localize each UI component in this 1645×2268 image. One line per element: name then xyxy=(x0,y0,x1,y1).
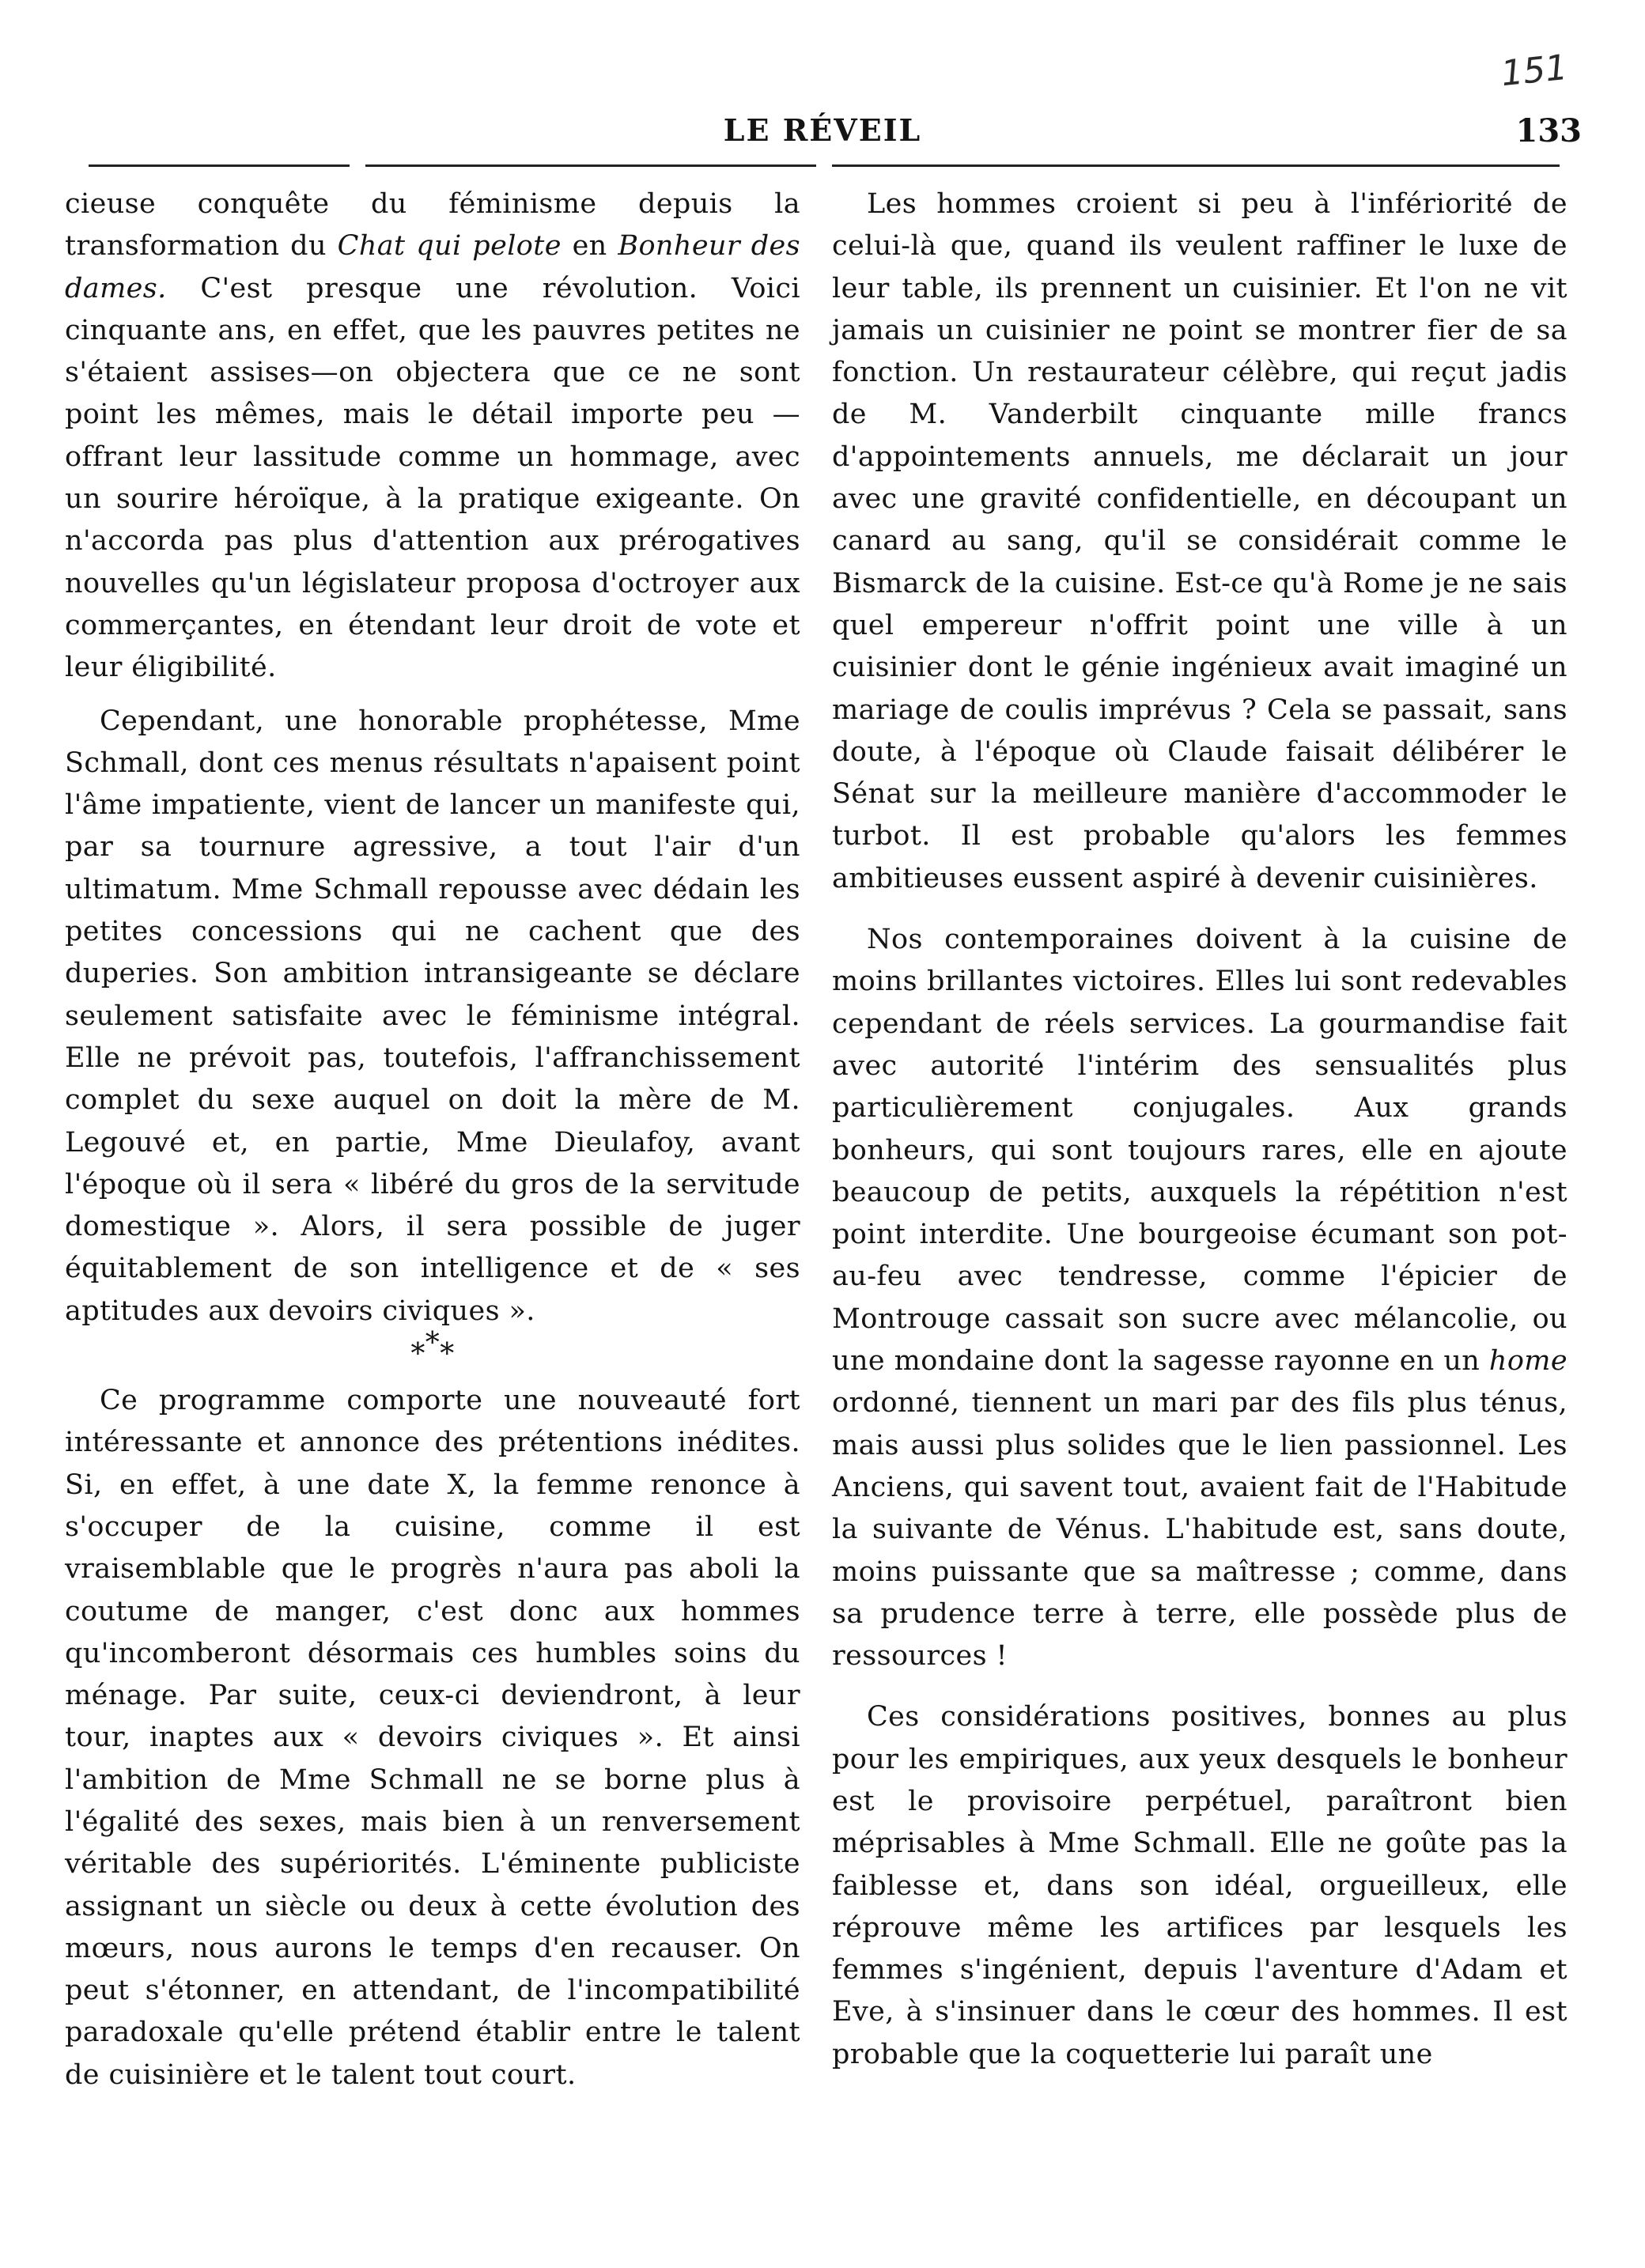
section-asterism: *** xyxy=(410,1327,455,1371)
left-paragraph-3: Ce programme comporte une nouveauté fort intéressante et annonce des prétentions inédites. Si, en effet, à une date X, la femme renonce à s'occuper de la cuisine, comme il est vraisemblable que le progrès n'aura pas aboli la coutume de manger, c'est donc aux hommes qu'incomberont désormais ces humbles soins du ménage. Par suite, ceux-ci deviendront, à leur tour, inaptes aux « devoirs civiques ». Et ainsi l'ambition de Mme Schmall ne se borne plus à l'égalité des sexes, mais bien à un renversement véritable des supériorités. L'éminente publiciste assignant un siècle ou deux à cette évolution des mœurs, nous aurons le temps d'en recauser. On peut s'étonner, en attendant, de l'incompatibilité paradoxale qu'elle prétend établir entre le talent de cuisinière et le talent tout court. xyxy=(65,1385,800,2091)
header-rule-center xyxy=(365,164,816,167)
journal-title: LE RÉVEIL xyxy=(723,112,922,148)
right-paragraph-3: Ces considérations positives, bonnes au plus pour les empiriques, aux yeux desquels le bonheur est le provisoire perpétuel, paraîtront bien méprisables à Mme Schmall. Elle ne goûte pas la faiblesse et, dans son idéal, orgueilleux, elle réprouve même les artifices par lesquels les femmes s'ingénient, depuis l'aventure d'Adam et Eve, à s'insinuer dans le cœur des hommes. Il est probable que la coquetterie lui paraît une xyxy=(832,1701,1567,2070)
running-header xyxy=(63,108,1582,163)
left-column xyxy=(65,183,800,2096)
page-number: 133 xyxy=(1515,112,1582,149)
header-rule-left xyxy=(89,164,350,167)
right-column xyxy=(832,183,1567,2076)
left-paragraph-2: Cependant, une honorable prophétesse, Mme Schmall, dont ces menus résultats n'apaisent point l'âme impatiente, vient de lancer un manifeste qui, par sa tournure agressive, a tout l'air d'un ultimatum. Mme Schmall repousse avec dédain les petites concessions qui ne cachent que des duperies. Son ambition intransigeante se déclare seulement satisfaite avec le féminisme intégral. Elle ne prévoit pas, toutefois, l'affranchissement complet du sexe auquel on doit la mère de M. Legouvé et, en partie, Mme Dieulafoy, avant l'époque où il sera « libéré du gros de la servitude domestique ». Alors, il sera possible de juger équitablement de son intelligence et de « ses aptitudes aux devoirs civiques ». xyxy=(65,705,800,1327)
header-rule-right xyxy=(832,164,1560,167)
handwritten-folio-number: 151 xyxy=(1499,47,1570,95)
left-paragraph-1: cieuse conquête du féminisme depuis la transformation du Chat qui pelote en Bonheur des dames. C'est presque une révolution. Voici cinquante ans, en effet, que les pauvres petites ne s'étaient assises—on objectera que ce ne sont point les mêmes, mais le détail importe peu — offrant leur lassitude comme un hommage, avec un sourire héroïque, à la pratique exigeante. On n'accorda pas plus d'attention aux prérogatives nouvelles qu'un législateur proposa d'octroyer aux commerçantes, en étendant leur droit de vote et leur éligibilité. xyxy=(65,188,801,684)
right-paragraph-1: Les hommes croient si peu à l'infériorité de celui-là que, quand ils veulent raffiner le luxe de leur table, ils prennent un cuisinier. Et l'on ne vit jamais un cuisinier ne point se montrer fier de sa fonction. Un restaurateur célèbre, qui reçut jadis de M. Vanderbilt cinquante mille francs d'appointements annuels, me déclarait un jour avec une gravité confidentielle, en découpant un canard au sang, qu'il se considérait comme le Bismarck de la cuisine. Est-ce qu'à Rome je ne sais quel empereur n'offrit point une ville à un cuisinier dont le génie ingénieux avait imaginé un mariage de coulis imprévus ? Cela se passait, sans doute, à l'époque où Claude faisait délibérer le Sénat sur la meilleure manière d'accommoder le turbot. Il est probable qu'alors les femmes ambitieuses eussent aspiré à devenir cuisinières. xyxy=(832,188,1567,894)
right-paragraph-2: Nos contemporaines doivent à la cuisine de moins brillantes victoires. Elles lui sont redevables cependant de réels services. La gourmandise fait avec autorité l'intérim des sensualités plus particulièrement conjugales. Aux grands bonheurs, qui sont toujours rares, elle en ajoute beaucoup de petits, auxquels la répétition n'est point interdite. Une bourgeoise écumant son pot-au-feu avec tendresse, comme l'épicier de Montrouge cassait son sucre avec mélancolie, ou une mondaine dont la sagesse rayonne en un home ordonné, tiennent un mari par des fils plus ténus, mais aussi plus solides que le lien passionnel. Les Anciens, qui savent tout, avaient fait de l'Habitude la suivante de Vénus. L'habitude est, sans doute, moins puissante que sa maîtresse ; comme, dans sa prudence terre à terre, elle possède plus de ressources ! xyxy=(832,924,1567,1673)
